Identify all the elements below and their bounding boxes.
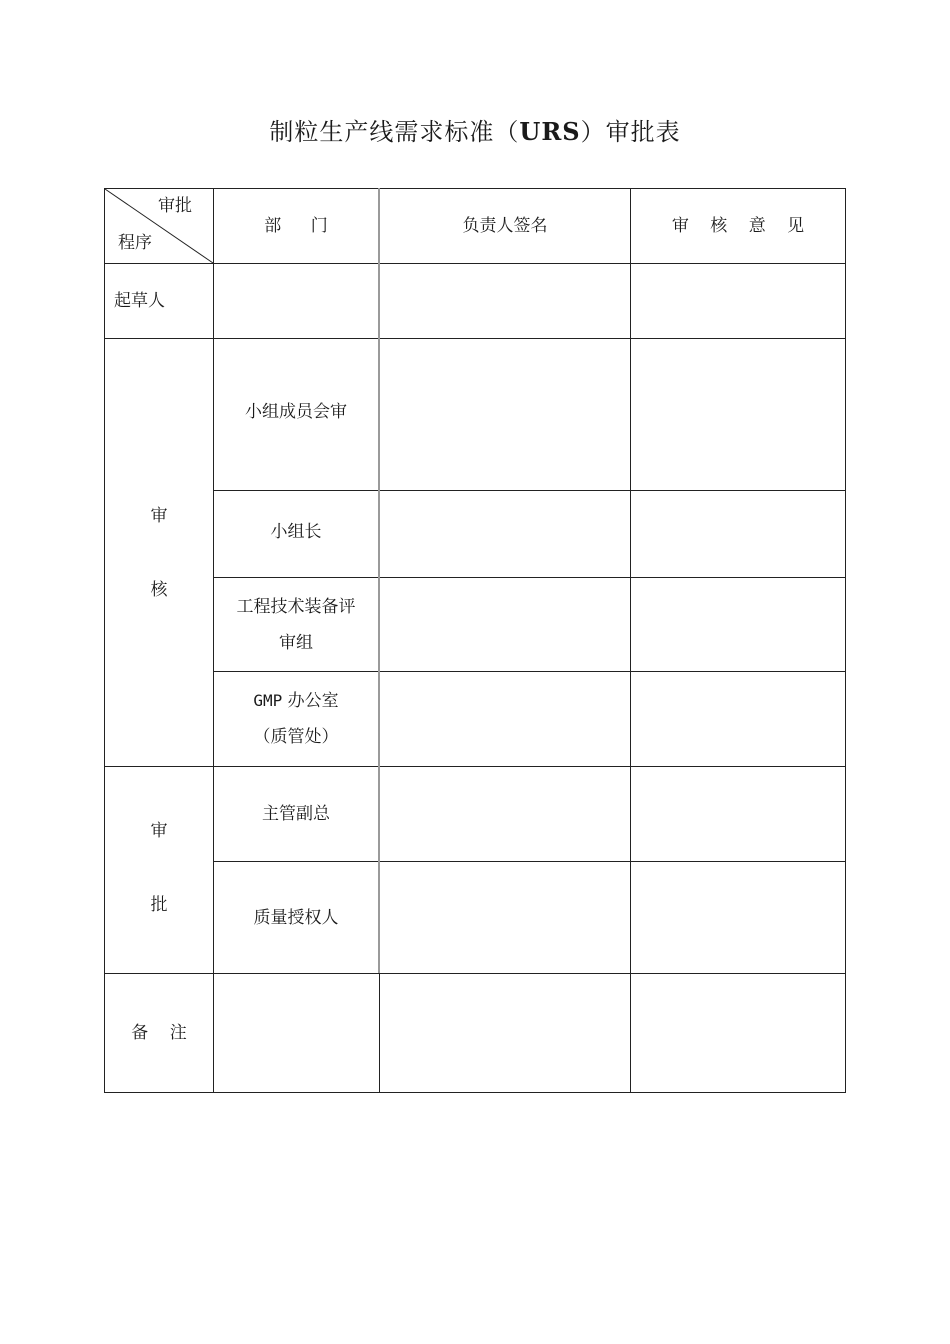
row-gmp-office [214, 672, 378, 766]
row-drafter: 起草人 [114, 291, 165, 311]
title-suffix: ）审批表 [580, 118, 681, 146]
header-department [214, 189, 378, 263]
group-review-char-1: 审 [150, 505, 168, 526]
header-opinion-label: 审 核 意 见 [671, 216, 813, 236]
corner-label-approval: 审批 [158, 196, 192, 216]
row-engineering-line2: 审组 [279, 632, 313, 653]
table-line [104, 973, 846, 974]
row-quality-authorized: 质量授权人 [253, 907, 339, 928]
corner-label-procedure: 程序 [118, 233, 152, 253]
header-opinion [631, 189, 845, 263]
row-gmp-line1 [253, 683, 338, 719]
title-prefix: 制粒生产线需求标准（ [269, 118, 520, 146]
row-vice-general: 主管副总 [262, 804, 330, 824]
group-approval [104, 767, 214, 973]
page-title [0, 112, 950, 152]
table-line [379, 973, 380, 1093]
group-review-char-2: 核 [150, 579, 168, 600]
gmp-office-text: 办公室 [287, 691, 339, 711]
row-review-members: 小组成员会审 [245, 401, 347, 422]
row-engineering-line1: 工程技术装备评 [236, 596, 356, 617]
table-line [104, 1092, 846, 1093]
group-review [104, 339, 214, 766]
header-signature: 负责人签名 [462, 216, 548, 236]
row-remarks [104, 974, 214, 1092]
gmp-code: GMP [253, 691, 283, 710]
table-line [378, 188, 380, 973]
row-remarks-label: 备 注 [131, 1023, 195, 1043]
header-department-label: 部 门 [264, 216, 340, 236]
row-group-leader: 小组长 [270, 522, 322, 542]
table-line [845, 188, 846, 1093]
group-approval-char-1: 审 [150, 821, 168, 841]
title-urs: URS [519, 117, 581, 146]
table-line [630, 188, 631, 1093]
table-line [104, 263, 846, 264]
group-approval-char-2: 批 [150, 895, 168, 915]
row-gmp-line2: （质管处） [253, 727, 339, 747]
row-engineering [214, 578, 378, 671]
